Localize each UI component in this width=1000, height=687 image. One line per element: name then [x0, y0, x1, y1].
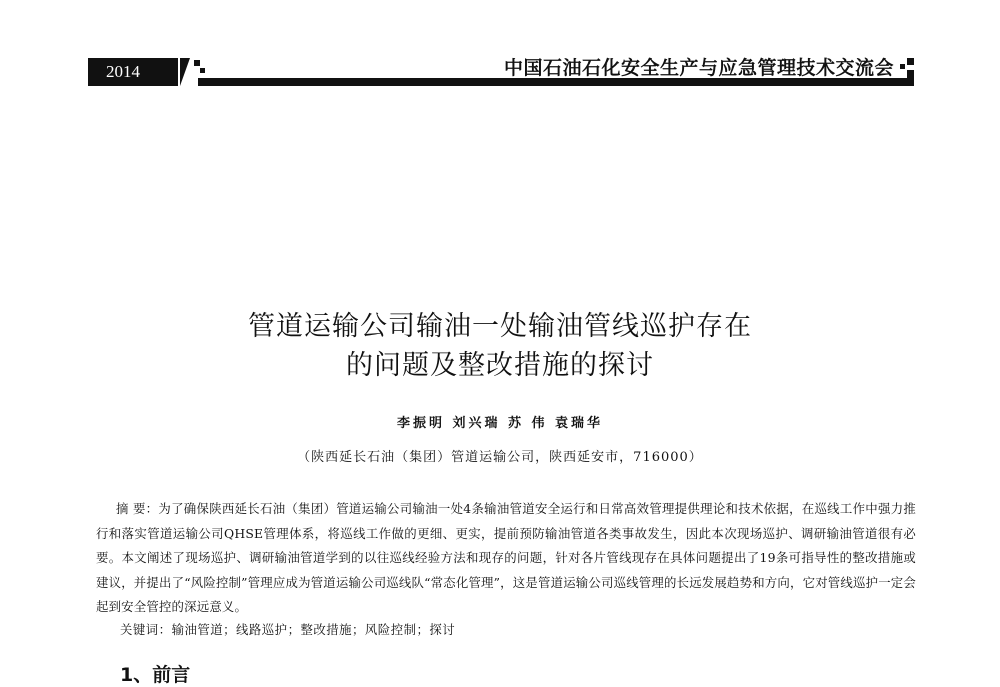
conference-title: 中国石油石化安全生产与应急管理技术交流会 [503, 57, 894, 79]
abstract [96, 497, 916, 620]
paper-title-line-2: 的问题及整改措施的探讨 [346, 350, 654, 381]
header-square-decoration [200, 68, 205, 73]
keywords-text: 输油管道；线路巡护；整改措施；风险控制；探讨 [171, 622, 456, 637]
keywords [120, 620, 455, 638]
paper-title-line-1: 管道运输公司输油一处输油管线巡护存在 [248, 311, 752, 342]
keywords-label: 关键词： [120, 622, 172, 637]
year-label: 2014 [88, 58, 178, 86]
section-heading: 1、前言 [120, 664, 191, 686]
page-header [88, 58, 914, 86]
header-square-decoration [194, 60, 200, 66]
abstract-text: 为了确保陕西延长石油（集团）管道运输公司输油一处4条输油管道安全运行和日常高效管理提供理论和技术依据，在巡线工作中强力推行和落实管道运输公司QHSE管理体系，将巡线工作做的更细、更实，提前预防输油管道各类事故发生，因此本次现场巡护、调研输油管道很有必要。本文阐述了现场巡护、调研输油管道学到的以往巡线经验方法和现存的问题，针对各片管线现存在具体问题提出了19条可指导性的整改措施或建议，并提出了“风险控制”管理应成为管道运输公司巡线队“常态化管理”，这是管道运输公司巡线管理的长远发展趋势和方向，它对管线巡护一定会起到安全管控的深远意义。 [96, 501, 916, 614]
authors: 李振明 刘兴瑞 苏 伟 袁瑞华 [396, 416, 604, 431]
header-end-decoration [900, 58, 914, 86]
affiliation: （陕西延长石油（集团）管道运输公司，陕西延安市，716000） [297, 450, 703, 465]
abstract-label: 摘 要： [116, 501, 159, 516]
header-notch-decoration [178, 58, 194, 86]
